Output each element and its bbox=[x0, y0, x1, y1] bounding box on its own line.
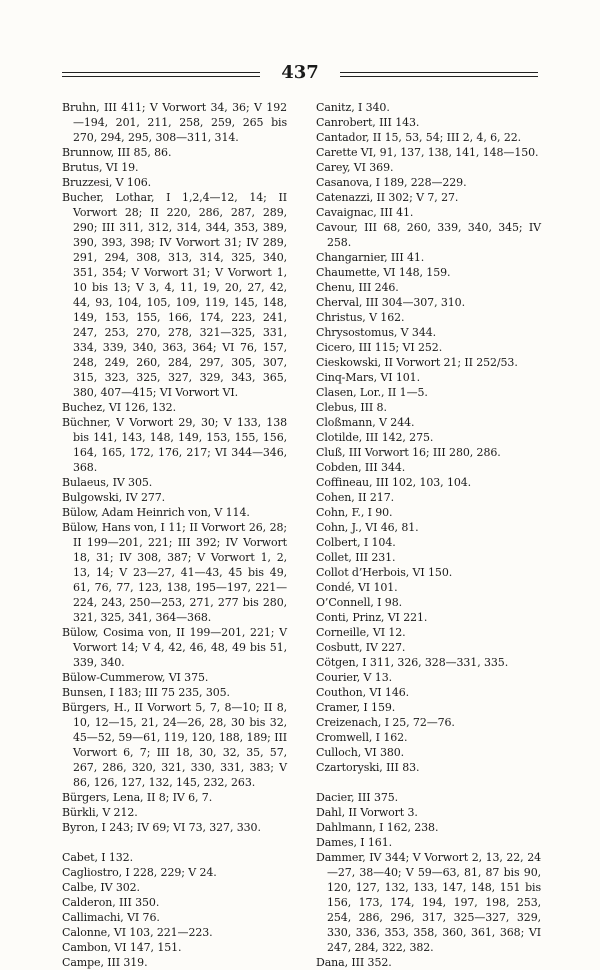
index-entry: Cavaignac, III 41. bbox=[316, 206, 414, 219]
index-entry: Cötgen, I 311, 326, 328—331, 335. bbox=[316, 656, 509, 669]
index-entry: Changarnier, III 41. bbox=[316, 251, 425, 264]
index-column-right bbox=[316, 100, 541, 970]
index-entry: Cieskowski, II Vorwort 21; II 252/53. bbox=[316, 356, 518, 369]
page-number: 437 bbox=[281, 62, 319, 83]
index-entry: Chrysostomus, V 344. bbox=[316, 326, 437, 339]
index-entry: Cantador, II 15, 53, 54; III 2, 4, 6, 22. bbox=[316, 131, 522, 144]
index-entry: Calonne, VI 103, 221—223. bbox=[62, 926, 213, 939]
index-entry: Bürkli, V 212. bbox=[62, 806, 138, 819]
index-entry: Conti, Prinz, VI 221. bbox=[316, 611, 428, 624]
index-entry: Dammer, IV 344; V Vorwort 2, 13, 22, 24—27, 38—40; V 59—63, 81, 87 bis 90, 120, 127, 132, 133, 147, 148, 151 bis 156, 173, 174, 194, 197, 198, 253, 254, 286, 296, 317, 325—327, 329, 330, 336, 353, 358, 360, 361, 368; VI 247, 284, 322, 382. bbox=[316, 851, 541, 954]
index-entry: Carette VI, 91, 137, 138, 141, 148—150. bbox=[316, 146, 539, 159]
index-entry: Cambon, VI 147, 151. bbox=[62, 941, 182, 954]
index-entry: Bunsen, I 183; III 75 235, 305. bbox=[62, 686, 230, 699]
index-entry: Cloßmann, V 244. bbox=[316, 416, 415, 429]
index-entry: Chenu, III 246. bbox=[316, 281, 399, 294]
index-entry: Bruhn, III 411; V Vorwort 34, 36; V 192—194, 201, 211, 258, 259, 265 bis 270, 294, 295, 308—311, 314. bbox=[62, 101, 287, 144]
index-entry: Calbe, IV 302. bbox=[62, 881, 140, 894]
index-entry: Calderon, III 350. bbox=[62, 896, 160, 909]
index-entry: Cinq-Mars, VI 101. bbox=[316, 371, 420, 384]
index-entry: Canitz, I 340. bbox=[316, 101, 390, 114]
index-column-left bbox=[62, 100, 287, 970]
index-entry: Bulaeus, IV 305. bbox=[62, 476, 153, 489]
index-entry: Dames, I 161. bbox=[316, 836, 392, 849]
index-entry: Cabet, I 132. bbox=[62, 851, 133, 864]
index-entry: Cobden, III 344. bbox=[316, 461, 406, 474]
index-entry: Bülow, Cosima von, II 199—201, 221; V Vorwort 14; V 4, 42, 46, 48, 49 bis 51, 339, 340. bbox=[62, 626, 287, 669]
index-entry: Collet, III 231. bbox=[316, 551, 396, 564]
index-entry: Cohn, F., I 90. bbox=[316, 506, 393, 519]
index-entry: Clotilde, III 142, 275. bbox=[316, 431, 434, 444]
index-entry: Cohn, J., VI 46, 81. bbox=[316, 521, 419, 534]
index-entry: Brunnow, III 85, 86. bbox=[62, 146, 172, 159]
index-entry: Byron, I 243; IV 69; VI 73, 327, 330. bbox=[62, 821, 261, 834]
index-entry: Coffineau, III 102, 103, 104. bbox=[316, 476, 472, 489]
index-entry: Cramer, I 159. bbox=[316, 701, 396, 714]
index-entry: Chaumette, VI 148, 159. bbox=[316, 266, 451, 279]
index-entry: Condé, VI 101. bbox=[316, 581, 398, 594]
index-entry: Colbert, I 104. bbox=[316, 536, 396, 549]
index-entry: Dahl, II Vorwort 3. bbox=[316, 806, 418, 819]
index-entry: Cagliostro, I 228, 229; V 24. bbox=[62, 866, 217, 879]
index-entry: Campe, III 319. bbox=[62, 956, 148, 969]
index-entry: Dacier, III 375. bbox=[316, 791, 399, 804]
index-entry: Bruzzesi, V 106. bbox=[62, 176, 152, 189]
header-rule-right bbox=[340, 72, 538, 77]
index-entry: Casanova, I 189, 228—229. bbox=[316, 176, 467, 189]
index-entry: Büchner, V Vorwort 29, 30; V 133, 138 bis 141, 143, 148, 149, 153, 155, 156, 164, 165, 172, 176, 217; VI 344—346, 368. bbox=[62, 416, 287, 474]
index-entry: Carey, VI 369. bbox=[316, 161, 394, 174]
index-entry: Cromwell, I 162. bbox=[316, 731, 408, 744]
index-entry: Canrobert, III 143. bbox=[316, 116, 420, 129]
index-entry: Culloch, VI 380. bbox=[316, 746, 405, 759]
index-entry: O’Connell, I 98. bbox=[316, 596, 402, 609]
index-entry: Cluß, III Vorwort 16; III 280, 286. bbox=[316, 446, 501, 459]
index-entry: Cosbutt, IV 227. bbox=[316, 641, 406, 654]
page-header bbox=[62, 60, 538, 90]
index-entry: Cicero, III 115; VI 252. bbox=[316, 341, 443, 354]
index-entry: Creizenach, I 25, 72—76. bbox=[316, 716, 455, 729]
section-gap bbox=[316, 775, 541, 790]
index-entry: Courier, V 13. bbox=[316, 671, 392, 684]
index-entry: Bülow, Adam Heinrich von, V 114. bbox=[62, 506, 250, 519]
index-entry: Brutus, VI 19. bbox=[62, 161, 139, 174]
index-entry: Cavour, III 68, 260, 339, 340, 345; IV 258. bbox=[316, 221, 541, 249]
index-entry: Bürgers, H., II Vorwort 5, 7, 8—10; II 8, 10, 12—15, 21, 24—26, 28, 30 bis 32, 45—52, 59—61, 119, 120, 188, 189; III Vorwort 6, 7; III 18, 30, 32, 35, 57, 267, 286, 320, 321, 330, 331, 383; V 86, 126, 127, 132, 145, 232, 263. bbox=[62, 701, 287, 789]
index-entry: Buchez, VI 126, 132. bbox=[62, 401, 176, 414]
index-entry: Czartoryski, III 83. bbox=[316, 761, 420, 774]
index-entry: Bucher, Lothar, I 1,2,4—12, 14; II Vorwort 28; II 220, 286, 287, 289, 290; III 311, 312, 314, 344, 353, 389, 390, 393, 398; IV Vorwort 31; IV 289, 291, 294, 308, 313, 314, 325, 340, 351, 354; V Vorwort 31; V Vorwort 1, 10 bis 13; V 3, 4, 11, 19, 20, 27, 42, 44, 93, 104, 105, 109, 119, 145, 148, 149, 153, 155, 166, 174, 223, 241, 247, 253, 270, 278, 321—325, 331, 334, 339, 340, 363, 364; VI 76, 157, 248, 249, 260, 284, 297, 305, 307, 315, 323, 325, 327, 329, 343, 365, 380, 407—415; VI Vorwort VI. bbox=[62, 191, 287, 399]
index-entry: Couthon, VI 146. bbox=[316, 686, 410, 699]
index-entry: Collot d’Herbois, VI 150. bbox=[316, 566, 453, 579]
index-entry: Cohen, II 217. bbox=[316, 491, 394, 504]
index-entry: Bulgowski, IV 277. bbox=[62, 491, 166, 504]
section-gap bbox=[62, 835, 287, 850]
index-entry: Bürgers, Lena, II 8; IV 6, 7. bbox=[62, 791, 213, 804]
index-entry: Bülow-Cummerow, VI 375. bbox=[62, 671, 209, 684]
index-entry: Corneille, VI 12. bbox=[316, 626, 406, 639]
index-entry: Dahlmann, I 162, 238. bbox=[316, 821, 439, 834]
index-entry: Dana, III 352. bbox=[316, 956, 392, 969]
index-entry: Clebus, III 8. bbox=[316, 401, 387, 414]
index-entry: Cherval, III 304—307, 310. bbox=[316, 296, 465, 309]
index-entry: Callimachi, VI 76. bbox=[62, 911, 160, 924]
index-entry: Bülow, Hans von, I 11; II Vorwort 26, 28; II 199—201, 221; III 392; IV Vorwort 18, 31; IV 308, 387; V Vorwort 1, 2, 13, 14; V 23—27, 41—43, 45 bis 49, 61, 76, 77, 123, 138, 195—197, 221—224, 243, 250—253, 271, 277 bis 280, 321, 325, 341, 364—368. bbox=[62, 521, 287, 624]
index-entry: Christus, V 162. bbox=[316, 311, 405, 324]
index-entry: Catenazzi, II 302; V 7, 27. bbox=[316, 191, 459, 204]
index-entry: Clasen, Lor., II 1—5. bbox=[316, 386, 428, 399]
